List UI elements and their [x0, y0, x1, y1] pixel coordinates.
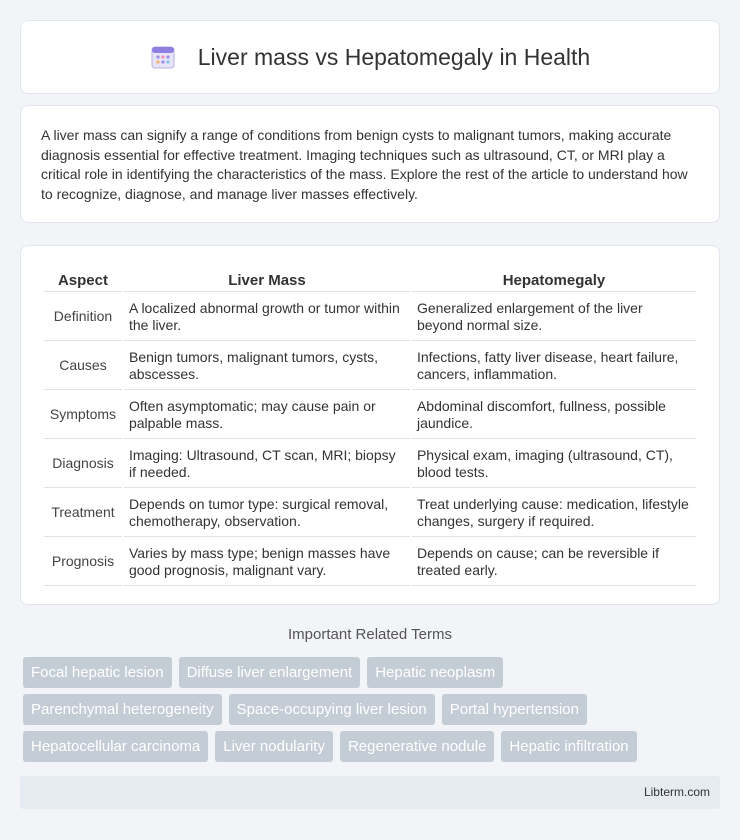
intro-text: A liver mass can signify a range of conditions from benign cysts to malignant tumors, making accurate diagnosis essential for effective treatment. Imaging techniques such as ultrasound, CT, or MRI play a critical role in identifying the characteristics of the mass. Explore the rest of the article to understand how to recognize, diagnose, and manage liver masses effectively.	[41, 127, 688, 202]
row-aspect: Symptoms	[44, 392, 122, 439]
header-liver-mass: Liver Mass	[124, 268, 410, 292]
footer-brand-link[interactable]: Libterm.com	[643, 785, 710, 799]
related-term-tag[interactable]: Diffuse liver enlargement	[179, 657, 361, 688]
row-liver-mass: A localized abnormal growth or tumor within the liver.	[124, 294, 410, 341]
table-row	[44, 441, 696, 488]
related-term-tag[interactable]: Hepatic neoplasm	[367, 657, 503, 688]
related-term-tag[interactable]: Parenchymal heterogeneity	[23, 694, 222, 725]
row-liver-mass: Depends on tumor type: surgical removal, chemotherapy, observation.	[124, 490, 410, 537]
row-hepatomegaly: Generalized enlargement of the liver beyond normal size.	[412, 294, 696, 341]
table-header-row	[44, 268, 696, 292]
row-liver-mass: Benign tumors, malignant tumors, cysts, abscesses.	[124, 343, 410, 390]
row-liver-mass: Imaging: Ultrasound, CT scan, MRI; biopsy if needed.	[124, 441, 410, 488]
tag-row	[23, 657, 723, 688]
related-terms-list	[23, 657, 723, 768]
table-row	[44, 539, 696, 586]
related-term-tag[interactable]: Portal hypertension	[442, 694, 587, 725]
row-aspect: Diagnosis	[44, 441, 122, 488]
row-hepatomegaly: Depends on cause; can be reversible if treated early.	[412, 539, 696, 586]
row-hepatomegaly: Physical exam, imaging (ultrasound, CT), blood tests.	[412, 441, 696, 488]
row-aspect: Prognosis	[44, 539, 122, 586]
related-terms-title: Important Related Terms	[288, 626, 452, 643]
row-liver-mass: Often asymptomatic; may cause pain or palpable mass.	[124, 392, 410, 439]
row-hepatomegaly: Abdominal discomfort, fullness, possible jaundice.	[412, 392, 696, 439]
comparison-table	[42, 266, 698, 588]
related-term-tag[interactable]: Hepatocellular carcinoma	[23, 731, 208, 762]
comparison-table-card	[20, 245, 720, 605]
related-term-tag[interactable]: Regenerative nodule	[340, 731, 494, 762]
header-card	[20, 20, 720, 94]
related-term-tag[interactable]: Space-occupying liver lesion	[229, 694, 435, 725]
table-row	[44, 294, 696, 341]
page-title: Liver mass vs Hepatomegaly in Health	[197, 43, 591, 70]
row-hepatomegaly: Infections, fatty liver disease, heart failure, cancers, inflammation.	[412, 343, 696, 390]
intro-card	[20, 105, 720, 223]
row-aspect: Definition	[44, 294, 122, 341]
header-hepatomegaly: Hepatomegaly	[412, 268, 696, 292]
tag-row	[23, 694, 723, 725]
table-row	[44, 490, 696, 537]
row-aspect: Causes	[44, 343, 122, 390]
related-term-tag[interactable]: Hepatic infiltration	[501, 731, 636, 762]
related-term-tag[interactable]: Focal hepatic lesion	[23, 657, 172, 688]
related-term-tag[interactable]: Liver nodularity	[215, 731, 333, 762]
tag-row	[23, 731, 723, 762]
table-row	[44, 392, 696, 439]
header-aspect: Aspect	[44, 268, 122, 292]
table-row	[44, 343, 696, 390]
row-liver-mass: Varies by mass type; benign masses have good prognosis, malignant vary.	[124, 539, 410, 586]
footer	[20, 776, 720, 809]
row-aspect: Treatment	[44, 490, 122, 537]
calendar-grid-icon	[150, 44, 176, 70]
row-hepatomegaly: Treat underlying cause: medication, lifestyle changes, surgery if required.	[412, 490, 696, 537]
